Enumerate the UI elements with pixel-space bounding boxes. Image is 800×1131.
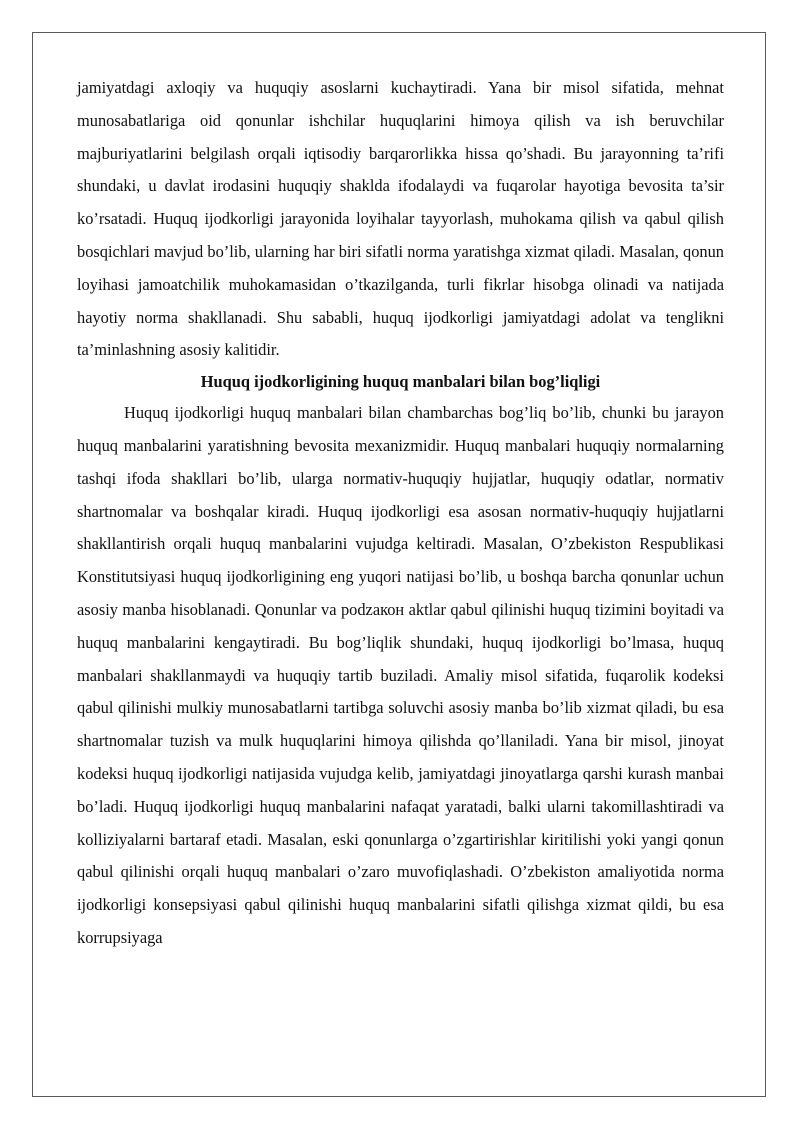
section-heading: Huquq ijodkorligining huquq manbalari bilan bog’liqligi [200, 372, 601, 392]
document-body [77, 72, 724, 955]
body-paragraph: Huquq ijodkorligi huquq manbalari bilan chambarchas bog’liq bo’lib, chunki bu jarayon huquq manbalarini yaratishning bevosita mexanizmidir. Huquq manbalari huquqiy normalarning tashqi ifoda shakllari bo’lib, ularga normativ-huquqiy hujjatlar, huquqiy odatlar, normativ shartnomalar va boshqalar kiradi. Huquq ijodkorligi esa asosan normativ-huquqiy hujjatlarni shakllantirish orqali huquq manbalarini vujudga keltiradi. Masalan, O’zbekiston Respublikasi Konstitutsiyasi huquq ijodkorligining eng yuqori natijasi bo’lib, u boshqa barcha qonunlar uchun asosiy manba hisoblanadi. Qonunlar va podzaкон aktlar qabul qilinishi huquq tizimini boyitadi va huquq manbalarini kengaytiradi. Bu bog’liqlik shundaki, huquq ijodkorligi bo’lmasa, huquq manbalari shakllanmaydi va huquqiy tartib buziladi. Amaliy misol sifatida, fuqarolik kodeksi qabul qilinishi mulkiy munosabatlarni tartibga soluvchi asosiy manba bo’lib xizmat qiladi, bu esa shartnomalar tuzish va mulk huquqlarini himoya qilishda qo’llaniladi. Yana bir misol, jinoyat kodeksi huquq ijodkorligi natijasida vujudga kelib, jamiyatdagi jinoyatlarga qarshi kurash manbai bo’ladi. Huquq ijodkorligi huquq manbalarini nafaqat yaratadi, balki ularni takomillashtiradi va kolliziyalarni bartaraf etadi. Masalan, eski qonunlarga o’zgartirishlar kiritilishi yoki yangi qonun qabul qilinishi orqali huquq manbalari o’zaro muvofiqlashadi. O’zbekiston amaliyotida norma ijodkorligi konsepsiyasi qabul qilinishi huquq manbalarini sifatli qilishga xizmat qildi, bu esa korrupsiyaga [77, 403, 724, 947]
body-paragraph-continued: jamiyatdagi axloqiy va huquqiy asoslarni kuchaytiradi. Yana bir misol sifatida, mehnat munosabatlariga oid qonunlar ishchilar huquqlarini himoya qilish va ish beruvchilar majburiyatlarini belgilash orqali iqtisodiy barqarorlikka hissa qo’shadi. Bu jarayonning ta’rifi shundaki, u davlat irodasini huquqiy shaklda ifodalaydi va fuqarolar hayotiga bevosita ta’sir ko’rsatadi. Huquq ijodkorligi jarayonida loyihalar tayyorlash, muhokama qilish va qabul qilish bosqichlari mavjud bo’lib, ularning har biri sifatli norma yaratishga xizmat qiladi. Masalan, qonun loyihasi jamoatchilik muhokamasidan o’tkazilganda, turli fikrlar hisobga olinadi va natijada hayotiy norma shakllanadi. Shu sababli, huquq ijodkorligi jamiyatdagi adolat va tenglikni ta’minlashning asosiy kalitidir. [77, 78, 724, 360]
